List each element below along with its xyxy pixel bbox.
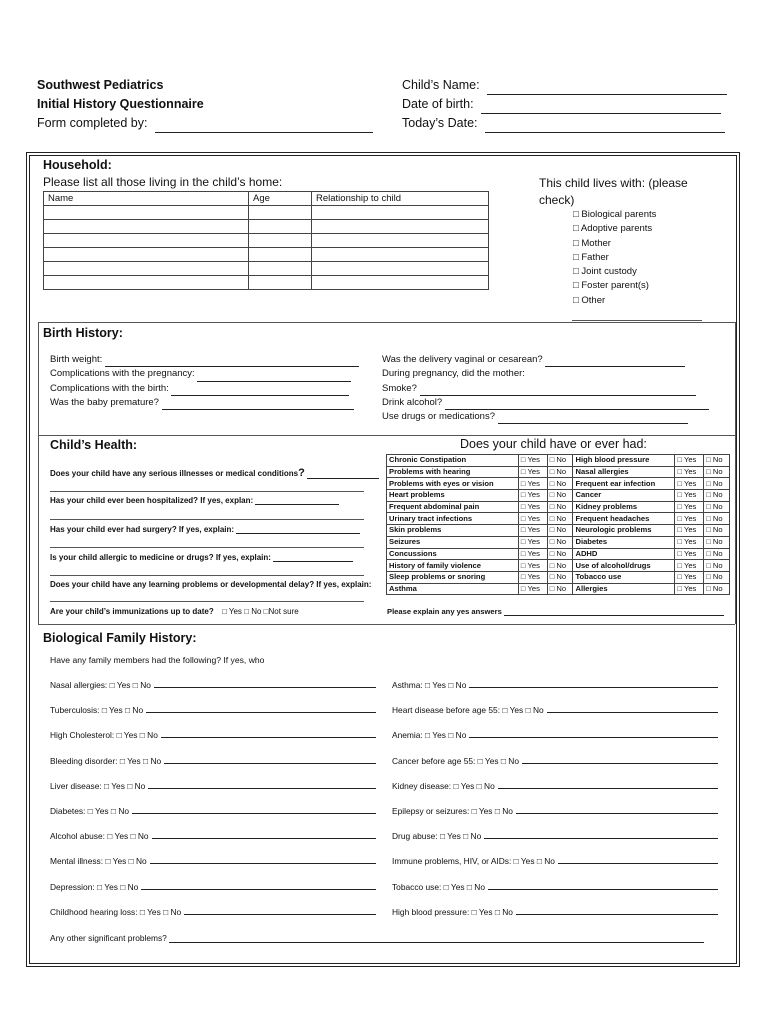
condition-label: Diabetes [573, 536, 675, 548]
childs-name-row [402, 76, 742, 95]
divider-birth [38, 322, 735, 323]
yes-checkbox[interactable]: □ Yes [518, 525, 547, 537]
family-history-who-field[interactable] [184, 907, 376, 915]
family-history-label[interactable]: Epilepsy or seizures: □ Yes □ No [392, 806, 513, 816]
completed-by-label: Form completed by: [37, 116, 148, 130]
q6-label: Are your child’s immunizations up to date? [50, 607, 214, 616]
family-history-item [392, 882, 718, 892]
condition-label: Chronic Constipation [387, 455, 519, 467]
premature-field[interactable] [162, 409, 354, 410]
yes-checkbox[interactable]: □ Yes [518, 501, 547, 513]
no-checkbox[interactable]: □ No [547, 513, 573, 525]
condition-row [387, 525, 730, 537]
condition-label: Concussions [387, 548, 519, 560]
no-checkbox[interactable]: □ No [704, 513, 730, 525]
q3-label: Has your child ever had surgery? If yes, explain: [50, 525, 235, 534]
family-history-item [50, 680, 376, 690]
condition-row [387, 513, 730, 525]
family-history-who-field[interactable] [558, 856, 718, 864]
family-history-item [50, 882, 376, 892]
q2-line-2[interactable] [50, 519, 364, 520]
family-history-item [392, 806, 718, 816]
completed-by-field[interactable] [155, 132, 373, 133]
divider-right-vertical [735, 322, 736, 624]
family-history-label[interactable]: Cancer before age 55: □ Yes □ No [392, 755, 519, 766]
condition-label: Kidney problems [573, 501, 675, 513]
birth-complications-row [50, 382, 359, 396]
household-row[interactable] [44, 262, 489, 276]
family-history-who-field[interactable] [488, 882, 718, 890]
family-history-label[interactable]: Nasal allergies: □ Yes □ No [50, 680, 151, 690]
yes-checkbox[interactable]: □ Yes [518, 490, 547, 502]
no-checkbox[interactable]: □ No [704, 583, 730, 595]
drugs-field[interactable] [498, 423, 688, 424]
yes-checkbox[interactable]: □ Yes [518, 466, 547, 478]
yes-checkbox[interactable]: □ Yes [518, 536, 547, 548]
conditions-table [386, 454, 730, 595]
family-history-who-field[interactable] [148, 781, 376, 789]
dob-row [402, 95, 742, 114]
family-history-item [50, 705, 376, 715]
family-history-label[interactable]: Liver disease: □ Yes □ No [50, 780, 146, 791]
q4-line-2[interactable] [50, 575, 364, 576]
family-history-title: Biological Family History: [43, 631, 197, 645]
q2 [50, 496, 339, 505]
family-history-who-field[interactable] [150, 856, 376, 864]
q1-line-2[interactable] [50, 491, 364, 492]
delivery-row [382, 353, 709, 367]
divider-left-vertical [38, 322, 39, 624]
no-checkbox[interactable]: □ No [704, 525, 730, 537]
yes-checkbox[interactable]: □ Yes [518, 455, 547, 467]
condition-label: Use of alcohol/drugs [573, 560, 675, 572]
option-other[interactable]: □ Other [573, 294, 606, 306]
family-history-label[interactable]: Asthma: □ Yes □ No [392, 680, 467, 690]
family-history-label[interactable]: Anemia: □ Yes □ No [392, 730, 467, 741]
family-history-who-field[interactable] [516, 907, 718, 915]
no-checkbox[interactable]: □ No [547, 478, 573, 490]
family-history-who-field[interactable] [547, 705, 718, 713]
family-history-item [50, 856, 376, 866]
alcohol-row [382, 396, 709, 410]
family-other-label: Any other significant problems? [50, 933, 167, 943]
family-history-who-field[interactable] [522, 756, 718, 764]
family-history-item [50, 831, 376, 841]
family-history-who-field[interactable] [516, 806, 718, 814]
divider-health [38, 435, 735, 436]
does-your-child-title: Does your child have or ever had: [460, 437, 647, 451]
q3-field[interactable] [236, 533, 360, 534]
q1-field[interactable] [307, 478, 379, 479]
condition-label: Seizures [387, 536, 519, 548]
family-history-label[interactable]: Bleeding disorder: □ Yes □ No [50, 755, 162, 766]
smoke-label: Smoke? [382, 382, 417, 394]
completed-by-row [37, 114, 387, 133]
no-checkbox[interactable]: □ No [547, 583, 573, 595]
explain-row [387, 607, 724, 616]
mother-row: During pregnancy, did the mother: [382, 368, 525, 380]
dob-label: Date of birth: [402, 97, 474, 111]
other-line[interactable] [572, 320, 702, 321]
family-history-item [50, 781, 376, 791]
q2-label: Has your child ever been hospitalized? If yes, explan: [50, 496, 254, 505]
family-history-label[interactable]: Depression: □ Yes □ No [50, 881, 139, 892]
todays-date-field[interactable] [485, 132, 725, 133]
q3 [50, 525, 360, 534]
condition-label: Tobacco use [573, 571, 675, 583]
household-row[interactable] [44, 234, 489, 248]
family-history-who-field[interactable] [161, 730, 376, 738]
condition-label: Problems with hearing [387, 466, 519, 478]
family-history-item [50, 907, 376, 917]
option-father[interactable]: □ Father [573, 251, 609, 263]
no-checkbox[interactable]: □ No [547, 490, 573, 502]
condition-label: Frequent ear infection [573, 478, 675, 490]
no-checkbox[interactable]: □ No [704, 501, 730, 513]
birth-right [382, 353, 709, 424]
household-row[interactable] [44, 276, 489, 290]
household-table [43, 191, 489, 290]
family-history-who-field[interactable] [484, 831, 718, 839]
condition-row [387, 583, 730, 595]
family-history-who-field[interactable] [469, 730, 718, 738]
household-row[interactable] [44, 248, 489, 262]
yes-checkbox[interactable]: □ Yes [518, 583, 547, 595]
header-left [37, 76, 387, 133]
q3-line-2[interactable] [50, 547, 364, 548]
divider-family [38, 624, 735, 625]
no-checkbox[interactable]: □ No [704, 560, 730, 572]
no-checkbox[interactable]: □ No [704, 536, 730, 548]
yes-checkbox[interactable]: □ Yes [675, 501, 704, 513]
condition-label: High blood pressure [573, 455, 675, 467]
family-history-who-field[interactable] [469, 680, 718, 688]
q1-label: Does your child have any serious illnesses or medical conditions [50, 469, 299, 478]
q1 [50, 467, 379, 479]
no-checkbox[interactable]: □ No [547, 466, 573, 478]
clinic-name: Southwest Pediatrics [37, 78, 164, 92]
q4 [50, 553, 353, 562]
explain-label: Please explain any yes answers [387, 607, 502, 616]
yes-checkbox[interactable]: □ Yes [675, 548, 704, 560]
family-history-item [392, 781, 718, 791]
no-checkbox[interactable]: □ No [547, 525, 573, 537]
yes-checkbox[interactable]: □ Yes [675, 513, 704, 525]
family-history-item [392, 831, 718, 841]
condition-row [387, 536, 730, 548]
no-checkbox[interactable]: □ No [704, 466, 730, 478]
condition-label: Allergies [573, 583, 675, 595]
birth-complications-label: Complications with the birth: [50, 382, 169, 394]
condition-label: Skin problems [387, 525, 519, 537]
yes-checkbox[interactable]: □ Yes [675, 478, 704, 490]
household-row[interactable] [44, 220, 489, 234]
condition-label: Problems with eyes or vision [387, 478, 519, 490]
q5: Does your child have any learning problems or developmental delay? If yes, explain: [50, 580, 372, 589]
family-history-who-field[interactable] [152, 831, 376, 839]
q5-line[interactable] [50, 601, 364, 602]
condition-label: ADHD [573, 548, 675, 560]
yes-checkbox[interactable]: □ Yes [518, 478, 547, 490]
no-checkbox[interactable]: □ No [704, 548, 730, 560]
col-age: Age [249, 192, 312, 206]
q4-field[interactable] [273, 561, 353, 562]
pregnancy-complications-row [50, 367, 359, 381]
household-instruction: Please list all those living in the child’s home: [43, 175, 283, 189]
yes-checkbox[interactable]: □ Yes [675, 455, 704, 467]
yes-checkbox[interactable]: □ Yes [675, 583, 704, 595]
condition-label: Urinary tract infections [387, 513, 519, 525]
option-adoptive-parents[interactable]: □ Adoptive parents [573, 223, 653, 235]
birth-weight-label: Birth weight: [50, 354, 103, 365]
delivery-field[interactable] [545, 366, 685, 367]
yes-checkbox[interactable]: □ Yes [675, 490, 704, 502]
no-checkbox[interactable]: □ No [547, 536, 573, 548]
q6-options[interactable]: □ Yes □ No □Not sure [221, 607, 299, 616]
condition-row [387, 478, 730, 490]
condition-label: Sleep problems or snoring [387, 571, 519, 583]
option-biological-parents[interactable]: □ Biological parents [573, 209, 657, 220]
family-history-who-field[interactable] [141, 882, 376, 890]
family-history-item [392, 907, 718, 917]
childs-name-label: Child’s Name: [402, 78, 480, 92]
family-history-who-field[interactable] [146, 705, 376, 713]
no-checkbox[interactable]: □ No [547, 501, 573, 513]
condition-row [387, 560, 730, 572]
condition-row [387, 571, 730, 583]
yes-checkbox[interactable]: □ Yes [675, 560, 704, 572]
condition-label: Frequent abdominal pain [387, 501, 519, 513]
birth-left [50, 353, 359, 410]
family-history-item [392, 705, 718, 715]
family-history-label[interactable]: Tobacco use: □ Yes □ No [392, 881, 485, 892]
no-checkbox[interactable]: □ No [547, 548, 573, 560]
family-history-item [50, 730, 376, 740]
col-name: Name [44, 192, 249, 206]
no-checkbox[interactable]: □ No [547, 560, 573, 572]
alcohol-label: Drink alcohol? [382, 396, 443, 408]
q1-mark: ? [298, 467, 305, 479]
option-foster-parents[interactable]: □ Foster parent(s) [573, 280, 649, 292]
family-history-label[interactable]: Tuberculosis: □ Yes □ No [50, 705, 144, 716]
yes-checkbox[interactable]: □ Yes [518, 560, 547, 572]
childs-health-title: Child’s Health: [50, 438, 138, 452]
premature-label: Was the baby premature? [50, 396, 159, 408]
header-right [402, 76, 742, 133]
no-checkbox[interactable]: □ No [547, 571, 573, 583]
yes-checkbox[interactable]: □ Yes [518, 548, 547, 560]
q4-label: Is your child allergic to medicine or drugs? If yes, explain: [50, 553, 271, 562]
condition-row [387, 455, 730, 467]
family-history-item [392, 680, 718, 690]
family-history-who-field[interactable] [132, 806, 376, 814]
family-intro: Have any family members had the following? If yes, who [50, 655, 265, 665]
family-history-label[interactable]: Childhood hearing loss: □ Yes □ No [50, 906, 182, 917]
household-row[interactable] [44, 206, 489, 220]
condition-row [387, 490, 730, 502]
lives-with-title: This child lives with: (please check) [539, 176, 688, 207]
family-history-label[interactable]: Mental illness: □ Yes □ No [50, 856, 147, 867]
family-history-label[interactable]: Diabetes: □ Yes □ No [50, 806, 130, 816]
family-history-who-field[interactable] [164, 756, 376, 764]
yes-checkbox[interactable]: □ Yes [675, 466, 704, 478]
family-history-label[interactable]: Drug abuse: □ Yes □ No [392, 831, 482, 842]
family-history-item [392, 730, 718, 740]
lives-with-options [573, 208, 656, 308]
condition-label: Asthma [387, 583, 519, 595]
yes-checkbox[interactable]: □ Yes [675, 525, 704, 537]
yes-checkbox[interactable]: □ Yes [675, 536, 704, 548]
todays-date-label: Today’s Date: [402, 116, 478, 130]
family-history-who-field[interactable] [154, 680, 376, 688]
pregnancy-complications-label: Complications with the pregnancy: [50, 368, 195, 380]
q2-field[interactable] [255, 504, 339, 505]
household-header-row [44, 192, 489, 206]
family-history-item [50, 806, 376, 816]
option-joint-custody[interactable]: □ Joint custody [573, 266, 637, 278]
family-history-who-field[interactable] [498, 781, 718, 789]
household-title: Household: [43, 158, 112, 172]
family-other-row [50, 933, 704, 943]
birth-history-title: Birth History: [43, 326, 123, 340]
condition-row [387, 548, 730, 560]
col-relationship: Relationship to child [312, 192, 489, 206]
family-history-label[interactable]: Kidney disease: □ Yes □ No [392, 780, 495, 791]
family-other-field[interactable] [169, 942, 704, 943]
q6 [50, 607, 299, 616]
family-history-label[interactable]: Heart disease before age 55: □ Yes □ No [392, 705, 544, 716]
condition-row [387, 466, 730, 478]
yes-checkbox[interactable]: □ Yes [675, 571, 704, 583]
no-checkbox[interactable]: □ No [704, 478, 730, 490]
birth-weight-row [50, 353, 359, 367]
condition-row [387, 501, 730, 513]
drugs-label: Use drugs or medications? [382, 411, 495, 423]
option-mother[interactable]: □ Mother [573, 237, 611, 249]
premature-row [50, 396, 359, 410]
family-history-label[interactable]: High Cholesterol: □ Yes □ No [50, 730, 158, 741]
condition-label: Cancer [573, 490, 675, 502]
condition-label: Neurologic problems [573, 525, 675, 537]
no-checkbox[interactable]: □ No [704, 571, 730, 583]
condition-label: Frequent headaches [573, 513, 675, 525]
family-history-item [392, 856, 718, 866]
condition-label: Nasal allergies [573, 466, 675, 478]
form-title: Initial History Questionnaire [37, 97, 204, 111]
family-history-item [50, 756, 376, 766]
yes-checkbox[interactable]: □ Yes [518, 513, 547, 525]
family-history-label[interactable]: Alcohol abuse: □ Yes □ No [50, 831, 149, 842]
no-checkbox[interactable]: □ No [704, 455, 730, 467]
no-checkbox[interactable]: □ No [704, 490, 730, 502]
delivery-label: Was the delivery vaginal or cesarean? [382, 354, 543, 365]
condition-label: Heart problems [387, 490, 519, 502]
drugs-row [382, 410, 709, 424]
condition-label: History of family violence [387, 560, 519, 572]
todays-date-row [402, 114, 742, 133]
family-history-label[interactable]: High blood pressure: □ Yes □ No [392, 906, 513, 917]
family-history-item [392, 756, 718, 766]
family-history-label[interactable]: Immune problems, HIV, or AIDs: □ Yes □ No [392, 856, 555, 867]
smoke-row [382, 382, 709, 396]
no-checkbox[interactable]: □ No [547, 455, 573, 467]
explain-field[interactable] [504, 615, 724, 616]
yes-checkbox[interactable]: □ Yes [518, 571, 547, 583]
